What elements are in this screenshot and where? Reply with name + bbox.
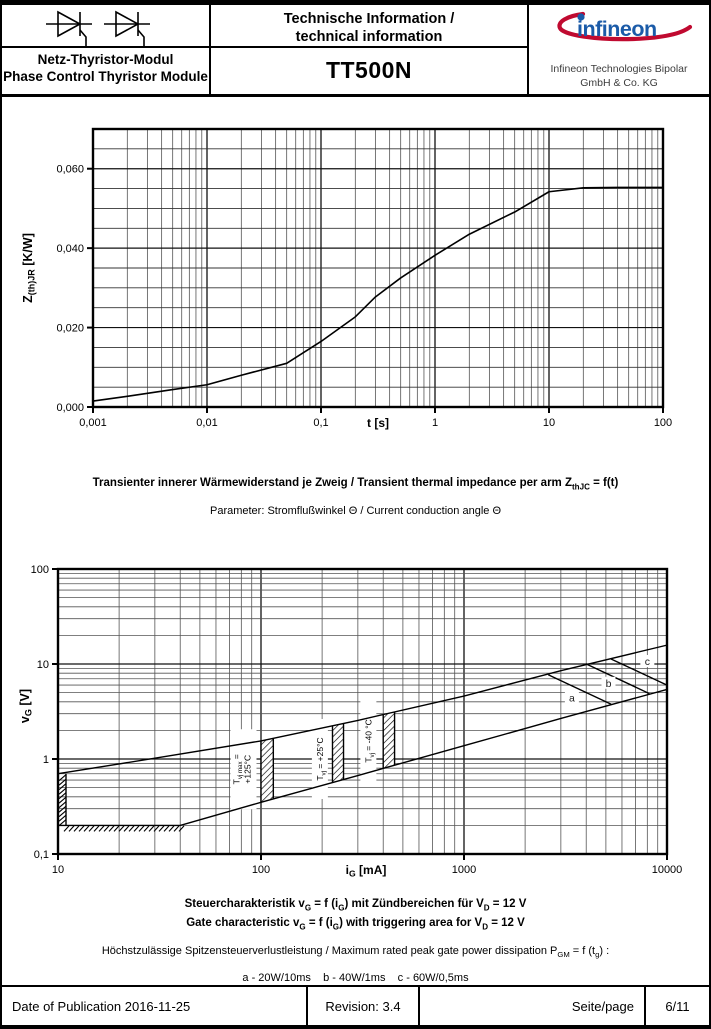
- chart2-caption-en: Gate characteristic $v_G = f$ $(i_G)$ with triggering area for $V_D = 12$ V: [186, 916, 525, 932]
- header-title-cell: [211, 5, 529, 94]
- logo-wordmark: infineon: [577, 17, 657, 41]
- product-family-en: Phase Control Thyristor Module: [3, 69, 208, 84]
- product-family-de: Netz-Thyristor-Modul: [37, 52, 174, 67]
- chart1-caption: Transienter innerer Wärmewiderstand je Zweig / Transient thermal impedance per arm $Z_{thJC} = f(t)$: [92, 477, 619, 492]
- svg-text:Tvj = +25°C: $T_{vj} = +25^\circ C$: [314, 737, 328, 781]
- svg-text:10: 10: [542, 417, 556, 429]
- svg-text:100: 100: [653, 417, 673, 429]
- svg-text:0,001: 0,001: [79, 417, 107, 429]
- gate-characteristic-chart: [0, 545, 711, 885]
- svg-text:c: c: [644, 656, 650, 668]
- svg-text:0,1: 0,1: [313, 417, 329, 429]
- svg-text:1: 1: [431, 417, 439, 429]
- svg-text:10: 10: [36, 659, 49, 671]
- thyristor-symbols-icon: [2, 5, 209, 46]
- page-label: Seite/page: [420, 987, 646, 1025]
- svg-text:t [s]: t [s]: [367, 416, 389, 430]
- infineon-logo: [529, 7, 709, 53]
- svg-text:10000: 10000: [651, 864, 683, 876]
- chart2-power-note: Höchstzulässige Spitzensteuerverlustleistung / Maximum rated peak gate power dissipation $P_{GM} = f$ $(t_g)$ :: [101, 944, 610, 959]
- svg-text:0,000: 0,000: [56, 402, 84, 414]
- svg-text:100: 100: [251, 864, 271, 876]
- company-name-line2: GmbH & Co. KG: [580, 77, 658, 89]
- header-brand-cell: [529, 5, 709, 94]
- svg-text:vG [V]: vG [V]: [18, 688, 34, 724]
- page-border-bottom: [0, 1025, 711, 1029]
- svg-text:0,01: 0,01: [196, 417, 218, 429]
- svg-text:Z(th)JR [K/W]: Z(th)JR [K/W]: [21, 233, 37, 303]
- header-product-cell: [2, 5, 211, 94]
- part-number: TT500N: [325, 57, 413, 83]
- header-divider: [2, 46, 209, 48]
- company-name-line1: Infineon Technologies Bipolar: [550, 63, 688, 75]
- svg-text:100: 100: [30, 564, 49, 576]
- svg-text:b: b: [605, 677, 612, 690]
- page-number: 6/11: [665, 998, 690, 1014]
- thermal-impedance-chart: [0, 100, 711, 445]
- svg-text:+125°C: +125°C: [242, 754, 253, 784]
- chart1-parameter-note: Parameter: Stromflußwinkel Θ / Current conduction angle Θ: [209, 505, 501, 518]
- header: [2, 0, 709, 97]
- svg-text:Tvj max =: $T_{vj max}$ =: [231, 754, 244, 785]
- chart2-caption-de: Steuercharakteristik $v_G = f$ $(i_G)$ mit Zündbereichen für $V_D = 12$ V: [184, 898, 527, 913]
- svg-text:1: 1: [42, 754, 49, 766]
- doc-title-de: Technische Information /: [283, 11, 455, 27]
- svg-text:a: a: [568, 692, 575, 705]
- svg-text:0,020: 0,020: [56, 322, 84, 335]
- footer: [2, 985, 709, 1025]
- svg-text:1000: 1000: [451, 864, 477, 876]
- revision: Revision: 3.4: [308, 987, 420, 1025]
- svg-text:Tvj = -40 °C: $T_{vj} = -40$ °C: [363, 719, 376, 763]
- svg-text:10: 10: [51, 864, 65, 876]
- doc-title-en: technical information: [295, 29, 443, 45]
- chart2-power-legend: a - 20W/10ms b - 40W/1ms c - 60W/0,5ms: [242, 971, 469, 984]
- svg-text:iG [mA]: iG [mA]: [345, 863, 387, 879]
- svg-text:0,040: 0,040: [56, 243, 84, 256]
- header-divider: [211, 46, 527, 48]
- publication-date: Date of Publication 2016-11-25: [2, 987, 308, 1025]
- svg-text:0,1: 0,1: [33, 849, 49, 861]
- svg-text:0,060: 0,060: [56, 163, 84, 176]
